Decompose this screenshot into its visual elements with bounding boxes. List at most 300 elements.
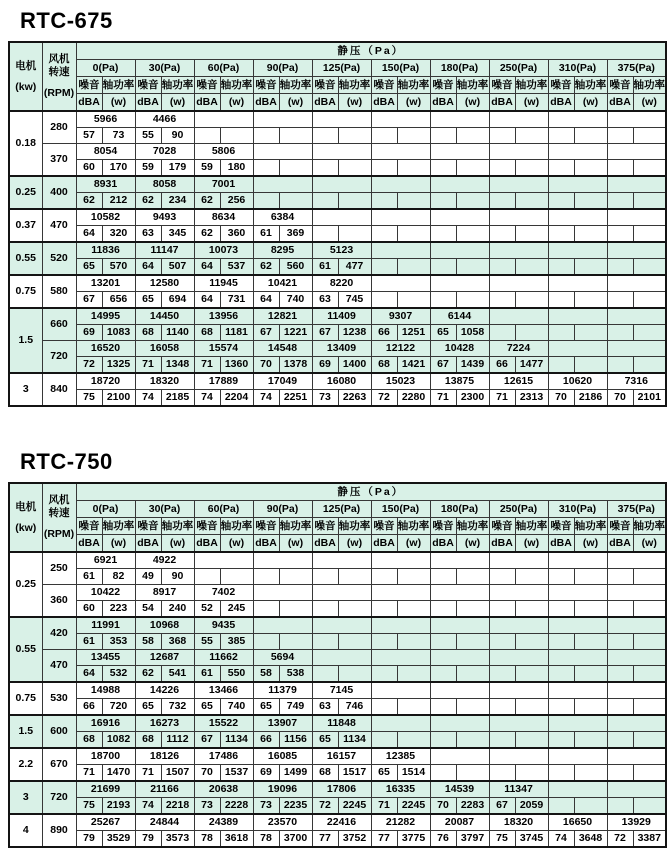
- airflow-cell: [430, 715, 489, 732]
- noise-header: 噪音: [253, 77, 279, 94]
- power-value-cell: [574, 226, 607, 243]
- power-value-cell: [456, 666, 489, 683]
- pressure-header: 90(Pa): [253, 501, 312, 518]
- noise-value-cell: 74: [253, 390, 279, 407]
- noise-value-cell: [312, 160, 338, 177]
- noise-value-cell: [312, 128, 338, 144]
- airflow-cell: [371, 552, 430, 569]
- airflow-cell: [548, 552, 607, 569]
- airflow-cell: 12580: [135, 275, 194, 292]
- noise-unit-header: dBA: [548, 535, 574, 553]
- power-value-cell: 1082: [102, 732, 135, 749]
- noise-value-cell: 59: [135, 160, 161, 177]
- noise-value-cell: 60: [76, 160, 102, 177]
- power-value-cell: [397, 160, 430, 177]
- power-value-cell: [633, 798, 666, 815]
- airflow-cell: [548, 242, 607, 259]
- noise-unit-header: dBA: [489, 94, 515, 112]
- noise-value-cell: [489, 569, 515, 585]
- power-value-cell: 369: [279, 226, 312, 243]
- power-value-cell: [338, 193, 371, 210]
- power-value-cell: [456, 732, 489, 749]
- noise-value-cell: [607, 193, 633, 210]
- power-value-cell: 720: [102, 699, 135, 716]
- noise-value-cell: [489, 325, 515, 341]
- speed-header-line: 风机: [48, 53, 70, 65]
- pressure-header: 310(Pa): [548, 60, 607, 77]
- noise-value-cell: 55: [194, 634, 220, 650]
- noise-value-cell: 61: [253, 226, 279, 243]
- power-value-cell: [633, 357, 666, 374]
- airflow-cell: [489, 715, 548, 732]
- kw-cell: 0.75: [9, 682, 42, 715]
- airflow-cell: 17889: [194, 373, 253, 390]
- noise-value-cell: 71: [371, 798, 397, 815]
- noise-value-cell: 62: [135, 666, 161, 683]
- airflow-cell: 20087: [430, 814, 489, 831]
- noise-value-cell: 71: [430, 390, 456, 407]
- power-unit-header: (w): [397, 535, 430, 553]
- power-value-cell: 3775: [397, 831, 430, 848]
- airflow-cell: 9307: [371, 308, 430, 325]
- airflow-cell: 4922: [135, 552, 194, 569]
- power-value-cell: 353: [102, 634, 135, 650]
- airflow-cell: 5694: [253, 650, 312, 666]
- airflow-cell: 11147: [135, 242, 194, 259]
- airflow-cell: [548, 209, 607, 226]
- noise-value-cell: [548, 765, 574, 782]
- rpm-cell: 600: [42, 715, 76, 748]
- table-row: [9, 111, 666, 128]
- power-value-cell: 732: [161, 699, 194, 716]
- airflow-cell: [312, 111, 371, 128]
- power-value-cell: 532: [102, 666, 135, 683]
- power-value-cell: [456, 193, 489, 210]
- power-value-cell: [515, 699, 548, 716]
- pressure-header: 180(Pa): [430, 60, 489, 77]
- noise-header: 噪音: [489, 518, 515, 535]
- noise-value-cell: [430, 128, 456, 144]
- power-value-cell: 2186: [574, 390, 607, 407]
- airflow-cell: 17049: [253, 373, 312, 390]
- airflow-cell: 19096: [253, 781, 312, 798]
- noise-value-cell: 65: [253, 699, 279, 716]
- noise-value-cell: 65: [76, 259, 102, 276]
- power-value-cell: 82: [102, 569, 135, 585]
- airflow-cell: 11347: [489, 781, 548, 798]
- table-row: [9, 373, 666, 390]
- table-row: [9, 209, 666, 226]
- power-value-cell: 1238: [338, 325, 371, 341]
- airflow-cell: [489, 748, 548, 765]
- airflow-cell: 15023: [371, 373, 430, 390]
- kw-cell: 2.2: [9, 748, 42, 781]
- kw-cell: 0.18: [9, 111, 42, 176]
- noise-value-cell: 64: [194, 292, 220, 309]
- noise-value-cell: 64: [76, 226, 102, 243]
- power-unit-header: (w): [456, 535, 489, 553]
- airflow-cell: [607, 617, 666, 634]
- airflow-cell: 14995: [76, 308, 135, 325]
- noise-value-cell: 73: [253, 798, 279, 815]
- airflow-cell: 13455: [76, 650, 135, 666]
- power-header: 轴功率: [220, 77, 253, 94]
- noise-value-cell: 74: [194, 390, 220, 407]
- airflow-cell: [489, 552, 548, 569]
- airflow-cell: [253, 176, 312, 193]
- airflow-cell: 21699: [76, 781, 135, 798]
- power-unit-header: (w): [338, 535, 371, 553]
- noise-value-cell: 61: [194, 666, 220, 683]
- noise-value-cell: [607, 259, 633, 276]
- noise-value-cell: 64: [76, 666, 102, 683]
- noise-value-cell: [489, 160, 515, 177]
- power-value-cell: 245: [220, 601, 253, 618]
- power-value-cell: [456, 569, 489, 585]
- noise-value-cell: [548, 128, 574, 144]
- rpm-cell: 370: [42, 144, 76, 177]
- noise-value-cell: 67: [489, 798, 515, 815]
- motor-header-line: 电机: [15, 500, 37, 513]
- table-row: [9, 831, 666, 848]
- power-value-cell: 1156: [279, 732, 312, 749]
- power-value-cell: [338, 666, 371, 683]
- table-row: [9, 242, 666, 259]
- power-value-cell: [456, 601, 489, 618]
- power-value-cell: [574, 798, 607, 815]
- noise-value-cell: 74: [548, 831, 574, 848]
- noise-value-cell: 78: [194, 831, 220, 848]
- table-row: [9, 748, 666, 765]
- airflow-cell: 13956: [194, 308, 253, 325]
- noise-value-cell: 66: [253, 732, 279, 749]
- noise-header: 噪音: [430, 77, 456, 94]
- noise-value-cell: 62: [194, 193, 220, 210]
- power-value-cell: [574, 292, 607, 309]
- table-row: [9, 341, 666, 357]
- airflow-cell: 11379: [253, 682, 312, 699]
- power-value-cell: 3387: [633, 831, 666, 848]
- power-value-cell: [633, 765, 666, 782]
- power-value-cell: 2100: [102, 390, 135, 407]
- noise-value-cell: 63: [312, 292, 338, 309]
- airflow-cell: 16080: [312, 373, 371, 390]
- model-title: RTC-750: [20, 449, 113, 474]
- airflow-cell: 8054: [76, 144, 135, 160]
- power-header: 轴功率: [161, 77, 194, 94]
- power-header: 轴功率: [397, 77, 430, 94]
- power-value-cell: 345: [161, 226, 194, 243]
- kw-cell: 3: [9, 781, 42, 814]
- noise-unit-header: dBA: [253, 535, 279, 553]
- power-value-cell: [279, 160, 312, 177]
- noise-value-cell: 54: [135, 601, 161, 618]
- noise-unit-header: dBA: [430, 535, 456, 553]
- noise-value-cell: [253, 160, 279, 177]
- pressure-header: 60(Pa): [194, 60, 253, 77]
- power-value-cell: 3529: [102, 831, 135, 848]
- airflow-cell: 11945: [194, 275, 253, 292]
- table-row: [9, 552, 666, 569]
- airflow-cell: [430, 748, 489, 765]
- airflow-cell: 18126: [135, 748, 194, 765]
- noise-value-cell: [607, 292, 633, 309]
- power-value-cell: [633, 601, 666, 618]
- kw-cell: 0.55: [9, 617, 42, 682]
- noise-value-cell: 71: [135, 357, 161, 374]
- power-value-cell: 740: [220, 699, 253, 716]
- noise-value-cell: 79: [76, 831, 102, 848]
- airflow-cell: [489, 176, 548, 193]
- power-value-cell: [220, 128, 253, 144]
- airflow-cell: 11991: [76, 617, 135, 634]
- power-value-cell: [397, 569, 430, 585]
- airflow-cell: [548, 176, 607, 193]
- noise-value-cell: [371, 634, 397, 650]
- airflow-cell: [371, 275, 430, 292]
- airflow-cell: 8917: [135, 585, 194, 601]
- power-value-cell: [515, 226, 548, 243]
- power-value-cell: [633, 160, 666, 177]
- power-header: 轴功率: [102, 518, 135, 535]
- noise-header: 噪音: [430, 518, 456, 535]
- power-value-cell: [397, 601, 430, 618]
- noise-value-cell: [371, 128, 397, 144]
- power-value-cell: 2251: [279, 390, 312, 407]
- power-value-cell: 1251: [397, 325, 430, 341]
- noise-value-cell: [607, 325, 633, 341]
- power-header: 轴功率: [456, 518, 489, 535]
- power-value-cell: 223: [102, 601, 135, 618]
- airflow-cell: 12122: [371, 341, 430, 357]
- rpm-cell: 660: [42, 308, 76, 341]
- power-value-cell: [279, 601, 312, 618]
- pressure-header: 30(Pa): [135, 501, 194, 518]
- power-value-cell: 3745: [515, 831, 548, 848]
- noise-value-cell: 72: [607, 831, 633, 848]
- power-value-cell: 2228: [220, 798, 253, 815]
- power-value-cell: 2218: [161, 798, 194, 815]
- power-header: 轴功率: [515, 518, 548, 535]
- power-unit-header: (w): [161, 94, 194, 112]
- noise-value-cell: [312, 666, 338, 683]
- power-value-cell: [338, 226, 371, 243]
- airflow-cell: [253, 617, 312, 634]
- noise-value-cell: 61: [76, 569, 102, 585]
- pressure-header: 375(Pa): [607, 501, 666, 518]
- airflow-cell: 5123: [312, 242, 371, 259]
- power-value-cell: [633, 193, 666, 210]
- noise-value-cell: 70: [194, 765, 220, 782]
- power-value-cell: [338, 128, 371, 144]
- airflow-cell: [607, 308, 666, 325]
- noise-value-cell: 77: [312, 831, 338, 848]
- noise-value-cell: [430, 765, 456, 782]
- table-row: [9, 781, 666, 798]
- power-header: 轴功率: [279, 518, 312, 535]
- noise-value-cell: 58: [253, 666, 279, 683]
- power-value-cell: [456, 292, 489, 309]
- noise-unit-header: dBA: [371, 535, 397, 553]
- noise-value-cell: [548, 259, 574, 276]
- motor-header-line: (kw): [15, 80, 37, 93]
- noise-value-cell: 72: [312, 798, 338, 815]
- noise-value-cell: [312, 226, 338, 243]
- power-value-cell: 73: [102, 128, 135, 144]
- noise-value-cell: 64: [253, 292, 279, 309]
- noise-value-cell: 65: [135, 292, 161, 309]
- noise-value-cell: 59: [194, 160, 220, 177]
- noise-value-cell: 62: [76, 193, 102, 210]
- power-value-cell: [338, 160, 371, 177]
- power-value-cell: 368: [161, 634, 194, 650]
- airflow-cell: [312, 552, 371, 569]
- noise-value-cell: [489, 292, 515, 309]
- kw-cell: 0.75: [9, 275, 42, 308]
- airflow-cell: [371, 209, 430, 226]
- static-pressure-group-header: 静压（Pa）: [76, 42, 666, 60]
- kw-cell: 0.25: [9, 176, 42, 209]
- power-value-cell: [338, 601, 371, 618]
- noise-value-cell: [253, 128, 279, 144]
- noise-value-cell: 65: [371, 765, 397, 782]
- power-value-cell: 1499: [279, 765, 312, 782]
- airflow-cell: [548, 715, 607, 732]
- airflow-cell: [607, 682, 666, 699]
- noise-value-cell: 71: [76, 765, 102, 782]
- motor-header-line: (kw): [15, 521, 37, 534]
- power-value-cell: 2193: [102, 798, 135, 815]
- power-value-cell: 2185: [161, 390, 194, 407]
- power-value-cell: 1181: [220, 325, 253, 341]
- airflow-cell: [371, 242, 430, 259]
- airflow-cell: 21282: [371, 814, 430, 831]
- airflow-cell: [489, 617, 548, 634]
- noise-value-cell: [371, 160, 397, 177]
- table-row: [9, 682, 666, 699]
- power-value-cell: 1421: [397, 357, 430, 374]
- noise-value-cell: 67: [76, 292, 102, 309]
- pressure-header: 250(Pa): [489, 60, 548, 77]
- power-value-cell: [515, 160, 548, 177]
- noise-value-cell: 68: [194, 325, 220, 341]
- airflow-cell: [548, 781, 607, 798]
- airflow-cell: 18320: [135, 373, 194, 390]
- table-row: [9, 160, 666, 177]
- noise-value-cell: [607, 634, 633, 650]
- rpm-cell: 420: [42, 617, 76, 650]
- power-unit-header: (w): [574, 94, 607, 112]
- noise-value-cell: 52: [194, 601, 220, 618]
- noise-unit-header: dBA: [312, 535, 338, 553]
- table-row: [9, 259, 666, 276]
- power-value-cell: 1517: [338, 765, 371, 782]
- noise-value-cell: [430, 732, 456, 749]
- airflow-cell: 10073: [194, 242, 253, 259]
- noise-unit-header: dBA: [430, 94, 456, 112]
- airflow-cell: [489, 144, 548, 160]
- power-value-cell: [515, 325, 548, 341]
- noise-value-cell: [489, 193, 515, 210]
- noise-value-cell: 68: [135, 732, 161, 749]
- power-value-cell: [220, 569, 253, 585]
- noise-value-cell: [548, 666, 574, 683]
- airflow-cell: 13907: [253, 715, 312, 732]
- airflow-cell: [371, 715, 430, 732]
- noise-value-cell: 68: [312, 765, 338, 782]
- airflow-cell: [371, 617, 430, 634]
- power-value-cell: 1134: [338, 732, 371, 749]
- power-value-cell: 385: [220, 634, 253, 650]
- noise-header: 噪音: [548, 77, 574, 94]
- noise-value-cell: 71: [194, 357, 220, 374]
- power-header: 轴功率: [279, 77, 312, 94]
- airflow-cell: [430, 552, 489, 569]
- table-row: [9, 634, 666, 650]
- power-value-cell: 1470: [102, 765, 135, 782]
- table-row: [9, 715, 666, 732]
- pressure-header: 375(Pa): [607, 60, 666, 77]
- rpm-cell: 360: [42, 585, 76, 618]
- power-value-cell: [397, 259, 430, 276]
- airflow-cell: 13929: [607, 814, 666, 831]
- noise-value-cell: 74: [135, 390, 161, 407]
- airflow-cell: 14539: [430, 781, 489, 798]
- airflow-cell: [253, 144, 312, 160]
- noise-value-cell: 68: [371, 357, 397, 374]
- rpm-cell: 580: [42, 275, 76, 308]
- power-unit-header: (w): [279, 94, 312, 112]
- airflow-cell: 11662: [194, 650, 253, 666]
- airflow-cell: 16650: [548, 814, 607, 831]
- noise-header: 噪音: [76, 77, 102, 94]
- airflow-cell: 8634: [194, 209, 253, 226]
- noise-header: 噪音: [371, 77, 397, 94]
- airflow-cell: [548, 617, 607, 634]
- airflow-cell: [548, 308, 607, 325]
- noise-value-cell: 75: [76, 798, 102, 815]
- power-header: 轴功率: [397, 518, 430, 535]
- power-value-cell: 3618: [220, 831, 253, 848]
- rpm-cell: 280: [42, 111, 76, 144]
- power-value-cell: [633, 259, 666, 276]
- performance-table: [8, 482, 667, 848]
- power-value-cell: 1221: [279, 325, 312, 341]
- noise-value-cell: 61: [76, 634, 102, 650]
- noise-header: 噪音: [607, 518, 633, 535]
- power-value-cell: 694: [161, 292, 194, 309]
- noise-value-cell: [430, 292, 456, 309]
- power-value-cell: 180: [220, 160, 253, 177]
- airflow-cell: 13466: [194, 682, 253, 699]
- power-unit-header: (w): [574, 535, 607, 553]
- airflow-cell: [371, 111, 430, 128]
- airflow-cell: 7224: [489, 341, 548, 357]
- rpm-cell: 670: [42, 748, 76, 781]
- power-value-cell: [515, 259, 548, 276]
- power-header: 轴功率: [220, 518, 253, 535]
- power-value-cell: 179: [161, 160, 194, 177]
- noise-value-cell: [194, 569, 220, 585]
- noise-value-cell: 73: [194, 798, 220, 815]
- noise-value-cell: 58: [135, 634, 161, 650]
- noise-value-cell: [430, 259, 456, 276]
- airflow-cell: 10968: [135, 617, 194, 634]
- power-value-cell: 256: [220, 193, 253, 210]
- airflow-cell: 6144: [430, 308, 489, 325]
- noise-header: 噪音: [76, 518, 102, 535]
- noise-value-cell: 65: [312, 732, 338, 749]
